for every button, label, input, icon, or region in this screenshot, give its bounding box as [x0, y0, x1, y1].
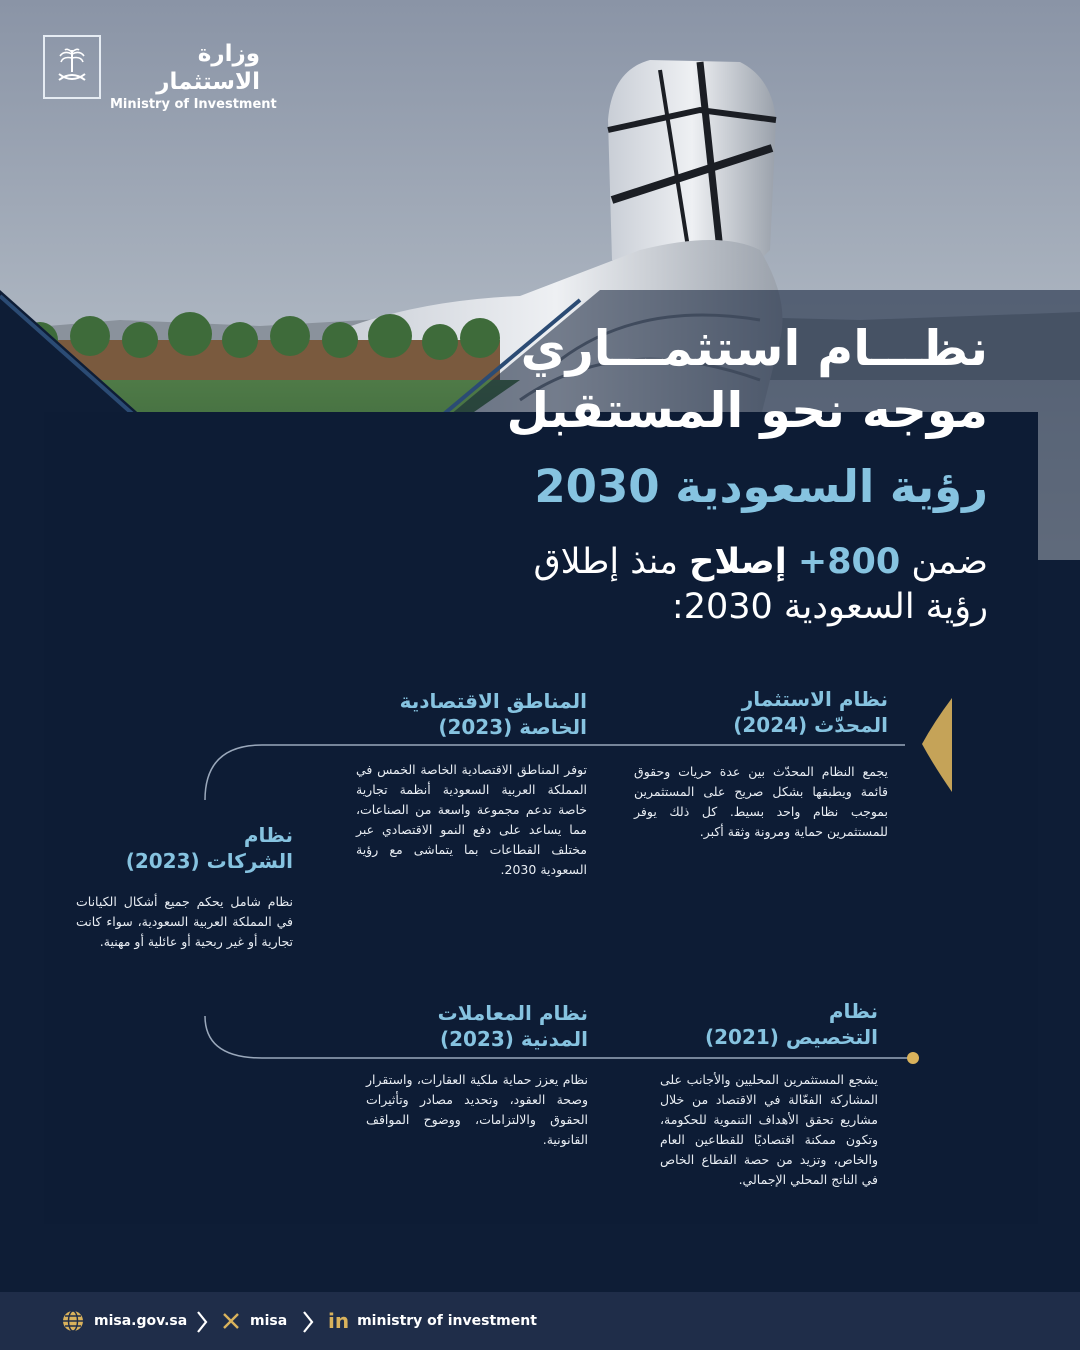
chevron-icon	[196, 1310, 208, 1334]
ministry-name-en: Ministry of Investment	[110, 97, 277, 112]
x-logo-icon	[222, 1312, 240, 1330]
reform-companies-law	[76, 822, 293, 952]
reform-word: إصلاح	[689, 542, 787, 582]
title-line-2: موجه نحو المستقبل	[506, 382, 988, 439]
reform-title-line-1: نظام	[828, 999, 878, 1023]
reform-description: يجمع النظام المحدّث بين عدة حريات وحقوق قائمة ويطبقها بشكل صريح على المستثمرين بموجب نظام واحد بسيط. كل ذلك يوفر للمستثمرين حماية ومرونة وثقة أكبر.	[634, 764, 888, 839]
reform-title-line-2: المحدّث (2024)	[733, 713, 888, 737]
reform-count: 800+	[797, 542, 901, 582]
reform-title	[356, 688, 587, 740]
reform-title-line-2: التخصيص (2021)	[704, 1025, 878, 1049]
footer-linkedin-link[interactable]	[328, 1292, 537, 1350]
linkedin-text: ministry of investment	[357, 1313, 537, 1329]
ministry-name-ar: وزارة الاستثمار	[156, 41, 260, 95]
reform-title-line-1: نظام	[243, 823, 293, 847]
footer-x-link[interactable]	[222, 1292, 287, 1350]
chevron-icon	[922, 698, 952, 792]
reform-description: توفر المناطق الاقتصادية الخاصة الخمس في المملكة العربية السعودية أنظمة تجارية خاصة تدعم مجموعة واسعة من الصناعات، مما يساعد على دفع النمو الاقتصادي عبر مختلف القطاعات بما يتماشى مع رؤية السعودية 2030.	[356, 762, 587, 877]
reform-title	[634, 686, 888, 738]
reform-title-line-2: الخاصة (2023)	[438, 715, 587, 739]
reform-description: نظام شامل يحكم جميع أشكال الكيانات في المملكة العربية السعودية، سواء كانت تجارية أو غير ربحية أو عائلية أو مهنية.	[76, 894, 293, 949]
reform-title-line-1: نظام المعاملات	[437, 1001, 588, 1025]
footer-bar	[0, 1292, 1080, 1350]
subtitle-pre: ضمن	[911, 542, 988, 582]
reform-special-economic-zones	[356, 688, 587, 880]
chevron-icon	[302, 1310, 314, 1334]
reform-title-line-2: المدنية (2023)	[439, 1027, 588, 1051]
reform-description: نظام يعزز حماية ملكية العقارات، واستقرار وصحة العقود، وتحديد مصادر وتأثيرات الحقوق والالتزامات، ووضوح المواقف القانونية.	[366, 1072, 588, 1147]
linkedin-icon: in	[328, 1309, 350, 1333]
subtitle-line-2: رؤية السعودية 2030:	[671, 587, 988, 627]
reform-title	[366, 1000, 588, 1052]
website-text: misa.gov.sa	[94, 1313, 188, 1329]
reform-privatization-law	[660, 998, 878, 1190]
timeline-dot	[907, 1052, 919, 1064]
x-handle-text: misa	[250, 1313, 288, 1329]
reform-title-line-1: نظام الاستثمار	[741, 687, 888, 711]
reform-title-line-1: المناطق الاقتصادية	[399, 689, 587, 713]
reform-title	[76, 822, 293, 874]
title-line-1: نظـــام استثمـــاري	[520, 320, 988, 377]
reform-investment-law	[634, 686, 888, 842]
subtitle-post: منذ إطلاق	[533, 542, 678, 582]
reform-title	[660, 998, 878, 1050]
title-line-3: رؤية السعودية 2030	[534, 460, 988, 513]
reform-civil-transactions-law	[366, 1000, 588, 1150]
footer-website-link[interactable]	[62, 1292, 187, 1350]
globe-icon	[62, 1310, 84, 1332]
reform-description: يشجع المستثمرين المحليين والأجانب على المشاركة الفعّالة في الاقتصاد من خلال مشاريع تحقق الأهداف التنموية للحكومة، وتكون ممكنة اقتصاديًا للقطاعين العام والخاص، وتزيد من حصة القطاع الخاص في الناتج المحلي الإجمالي.	[660, 1072, 878, 1187]
reform-title-line-2: الشركات (2023)	[125, 849, 293, 873]
